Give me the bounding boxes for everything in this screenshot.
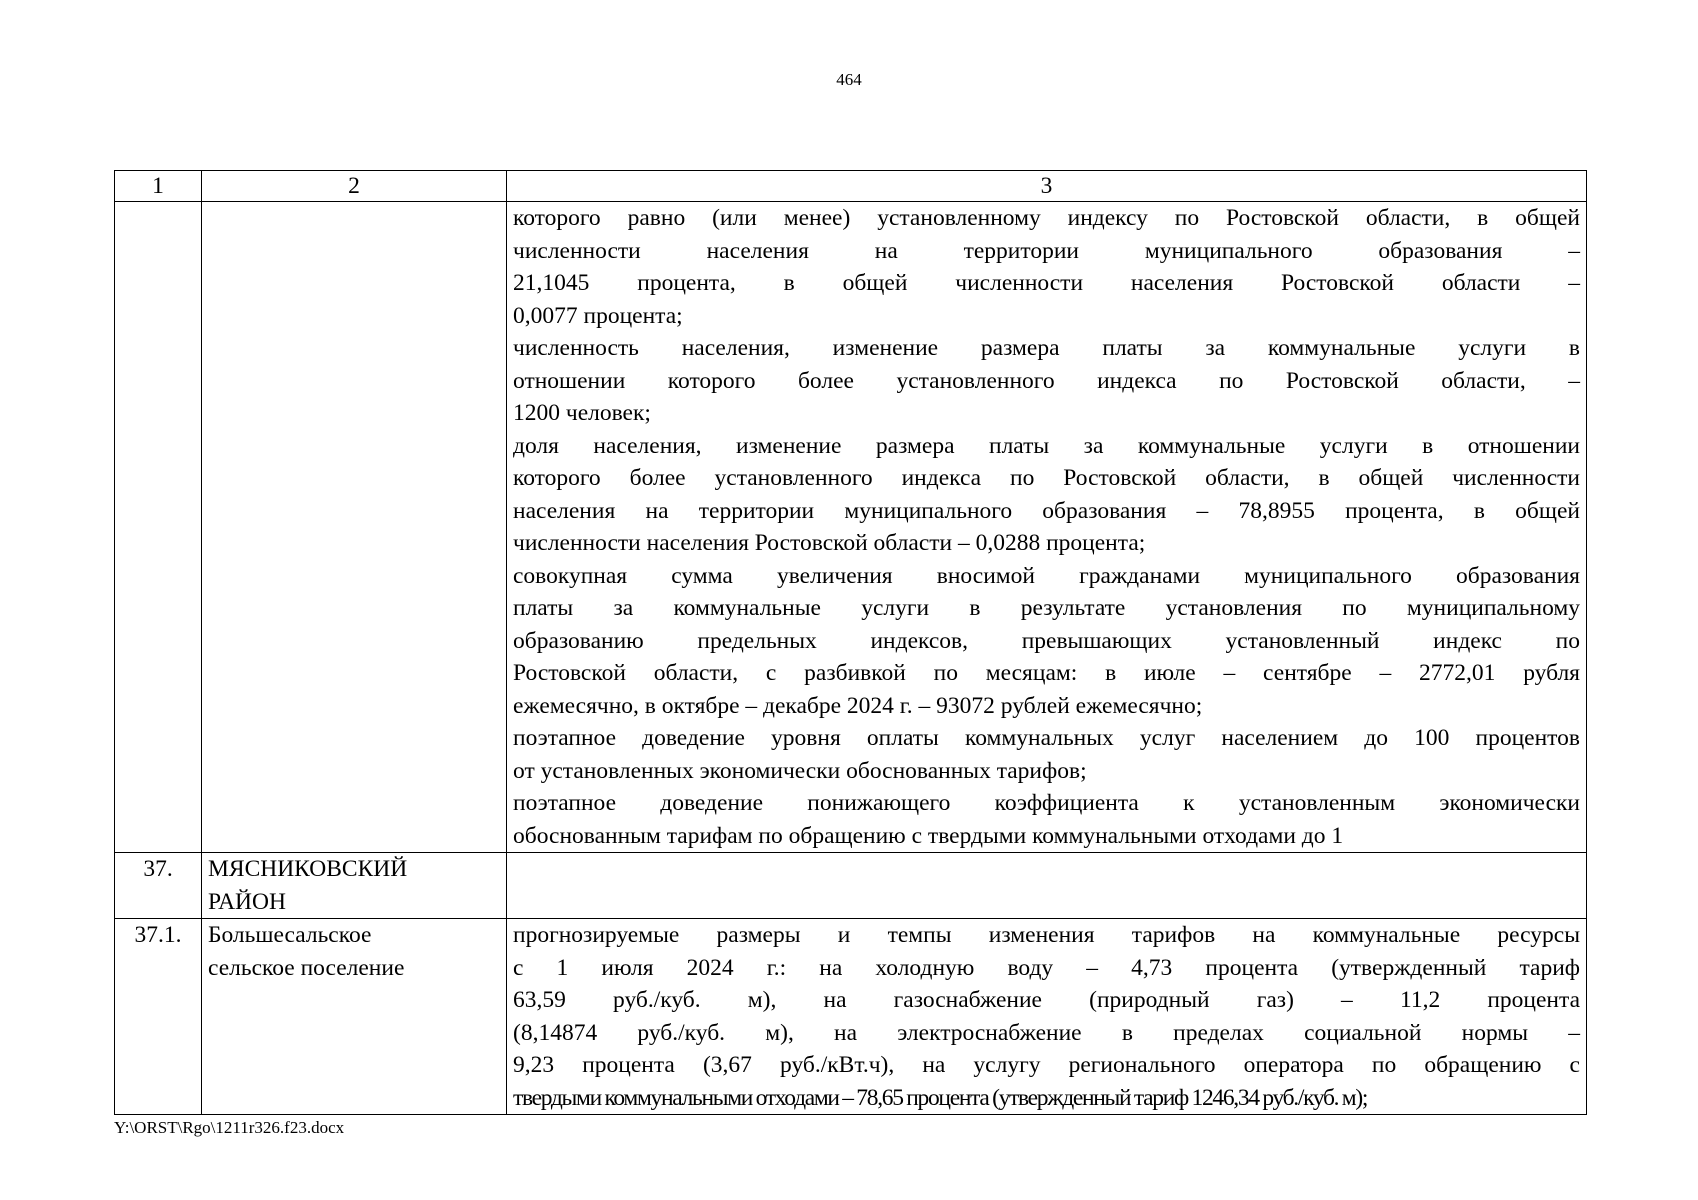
content-line: численность населения, изменение размера платы за коммунальные услуги в [513, 335, 1580, 361]
content-line: 9,23 процента (3,67 руб./кВт.ч), на услугу регионального оператора по обращению с [513, 1052, 1580, 1078]
page-number: 464 [836, 70, 862, 89]
settlement-name-cell [202, 919, 507, 1115]
content-line: Ростовской области, с разбивкой по месяцам: в июле – сентябре – 2772,01 рубля [513, 660, 1580, 686]
district-name-line: РАЙОН [208, 888, 286, 915]
district-row [115, 853, 1587, 919]
header-col-3: 3 [507, 171, 1587, 202]
content-line: отношении которого более установленного индекса по Ростовской области, – [513, 367, 1580, 394]
content-line: твердыми коммунальными отходами – 78,65 процента (утвержденный тариф 1246,34 руб./куб. м); [513, 1084, 1368, 1111]
header-col-2: 2 [202, 171, 507, 202]
content-line: доля населения, изменение размера платы за коммунальные услуги в отношении [513, 432, 1580, 459]
content-line: которого равно (или менее) установленному индексу по Ростовской области, в общей [513, 205, 1580, 231]
file-path-footer: Y:\ORST\Rgo\1211r326.f23.docx [114, 1118, 345, 1137]
content-line: 1200 человек; [513, 400, 651, 426]
settlement-name-line: сельское поселение [208, 954, 405, 981]
content-line: 0,0077 процента; [513, 302, 683, 329]
district-number: 37. [115, 853, 202, 919]
settlement-name-line: Большесальское [208, 922, 372, 948]
content-line: которого более установленного индекса по Ростовской области, в общей численности [513, 465, 1580, 491]
content-line: 21,1045 процента, в общей численности населения Ростовской области – [513, 270, 1580, 296]
content-line: 63,59 руб./куб. м), на газоснабжение (природный газ) – 11,2 процента [513, 987, 1580, 1013]
continuation-name-cell [202, 202, 507, 853]
content-line: от установленных экономически обоснованных тарифов; [513, 757, 1087, 784]
content-line: численности населения на территории муниципального образования – [513, 237, 1580, 264]
content-line: с 1 июля 2024 г.: на холодную воду – 4,73 процента (утвержденный тариф [513, 954, 1580, 981]
content-line: поэтапное доведение уровня оплаты коммунальных услуг населением до 100 процентов [513, 725, 1580, 751]
content-line: платы за коммунальные услуги в результате установления по муниципальному [513, 595, 1580, 621]
district-content-cell [507, 853, 1587, 919]
settlement-number: 37.1. [115, 919, 202, 1115]
continuation-content-cell [507, 202, 1587, 853]
content-line: обоснованным тарифам по обращению с твердыми коммунальными отходами до 1 [513, 822, 1344, 849]
settlement-content-cell [507, 919, 1587, 1115]
content-line: ежемесячно, в октябре – декабре 2024 г. – 93072 рублей ежемесячно; [513, 692, 1203, 719]
content-line: прогнозируемые размеры и темпы изменения тарифов на коммунальные ресурсы [513, 922, 1580, 948]
content-line: населения на территории муниципального образования – 78,8955 процента, в общей [513, 497, 1580, 524]
tariff-table [114, 170, 1587, 1115]
content-line: совокупная сумма увеличения вносимой гражданами муниципального образования [513, 562, 1580, 589]
table-header-row [115, 171, 1587, 202]
content-line: численности населения Ростовской области – 0,0288 процента; [513, 530, 1146, 556]
content-line: (8,14874 руб./куб. м), на электроснабжение в пределах социальной нормы – [513, 1019, 1580, 1046]
header-col-1: 1 [115, 171, 202, 202]
district-name-cell [202, 853, 507, 919]
settlement-row [115, 919, 1587, 1115]
continuation-num-cell [115, 202, 202, 853]
district-name-line: МЯСНИКОВСКИЙ [208, 856, 408, 882]
continuation-row [115, 202, 1587, 853]
content-line: образованию предельных индексов, превышающих установленный индекс по [513, 627, 1580, 654]
content-line: поэтапное доведение понижающего коэффициента к установленным экономически [513, 790, 1580, 816]
